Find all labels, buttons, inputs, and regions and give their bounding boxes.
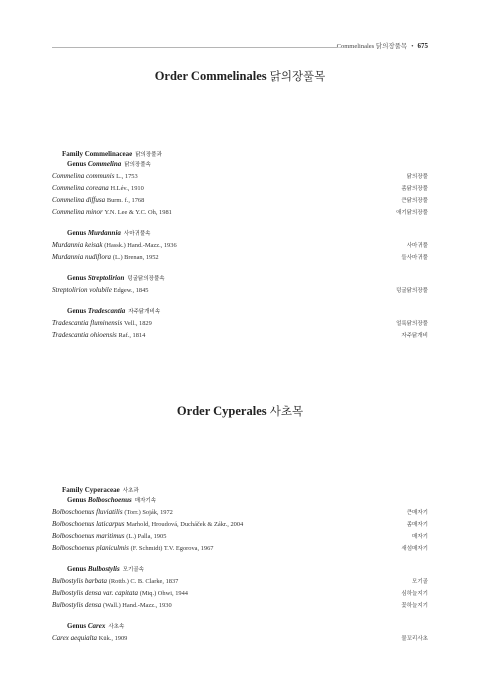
author-citation: (Rottb.) C. B. Clarke, 1837 [108,578,179,585]
species-name [52,577,178,585]
genus-heading [67,229,150,237]
genus-name: Streptolirion [87,274,125,282]
species-row [52,319,428,330]
genus-korean: 자주닭개비속 [128,309,161,315]
scientific-name: Bolboschoenus planiculmis [52,544,129,552]
species-name [52,172,138,180]
author-citation: Vell., 1829 [123,320,152,327]
genus-prefix: Genus [67,496,87,504]
species-row [52,184,428,195]
header-rule [52,47,337,48]
genus-heading [67,307,160,315]
species-name [52,544,213,552]
family-name: Family Commelinaceae [62,150,133,158]
korean-name: 사마귀풀 [406,243,428,249]
species-row [52,634,428,645]
family-heading [62,150,162,158]
korean-name: 닭의장풀 [406,174,428,180]
bullet-separator: • [411,43,414,50]
species-name [52,331,145,339]
order-name: Order Cyperales [176,404,267,418]
author-citation: L., 1753 [116,173,138,180]
scientific-name: Murdannia keisak [52,241,103,249]
species-row [52,331,428,342]
korean-name: 매자기 [412,534,428,540]
author-citation: (L.) Palla, 1905 [126,533,167,540]
genus-heading [67,565,144,573]
species-row [52,520,428,531]
species-name [52,253,159,261]
genus-korean: 사마귀풀속 [123,231,151,237]
scientific-name: Tradescantia fluminensis [52,319,123,327]
species-row [52,253,428,264]
author-citation: Burm. f., 1768 [106,197,145,204]
species-row [52,196,428,207]
author-citation: (Wall.) Hand.-Mazz., 1930 [102,602,172,609]
genus-prefix: Genus [67,229,87,237]
scientific-name: Carex aequialta [52,634,98,642]
infraspecific-rank: var. capitata [102,589,138,597]
species-row [52,172,428,183]
korean-name: 좀매자기 [406,522,428,528]
scientific-name: Bulbostylis densa [52,589,102,597]
author-citation: (Torr.) Soják, 1972 [124,509,173,516]
family-korean: 사초과 [122,488,139,494]
species-name [52,589,188,597]
genus-korean: 매자기속 [134,498,157,504]
scientific-name: Streptolirion volubile [52,286,112,294]
scientific-name: Commelina coreana [52,184,109,192]
species-name [52,208,172,216]
order-korean: 사초목 [269,404,304,418]
korean-name: 물꼬리사초 [401,636,428,642]
scientific-name: Commelina diffusa [52,196,106,204]
scientific-name: Commelina communis [52,172,115,180]
author-citation: Marhold, Hroudová, Ducháček & Zákr., 2004 [126,521,244,528]
species-row [52,286,428,297]
korean-name: 모기골 [412,579,428,585]
genus-korean: 사초속 [108,624,125,630]
species-row [52,544,428,555]
species-name [52,601,172,609]
genus-name: Bulbostylis [87,565,120,573]
genus-korean: 닭의장풀속 [124,162,151,168]
scientific-name: Murdannia nudiflora [52,253,112,261]
author-citation: (Miq.) Ohwi, 1944 [139,590,188,597]
scientific-name: Bolboschoenus maritimus [52,532,125,540]
korean-name: 들사마귀풀 [401,255,428,261]
scientific-name: Bulbostylis barbata [52,577,108,585]
species-row [52,532,428,543]
species-name [52,508,173,516]
family-korean: 닭의장풀과 [135,152,162,158]
author-citation: (Hassk.) Hand.-Mazz., 1936 [104,242,177,249]
scientific-name: Bolboschoenus laticarpus [52,520,125,528]
genus-name: Carex [87,622,106,630]
page-number: 675 [417,42,428,50]
order-title [0,403,480,419]
order-korean: 닭의장풀목 [269,69,326,83]
running-head [337,41,428,50]
author-citation: Edgew., 1845 [113,287,149,294]
korean-name: 애기닭의장풀 [396,210,428,216]
scientific-name: Commelina minor [52,208,103,216]
korean-name: 덩굴닭의장풀 [396,288,428,294]
order-name: Order Commelinales [154,69,267,83]
genus-korean: 모기골속 [122,567,144,573]
genus-name: Commelina [87,160,122,168]
korean-name: 자주닭개비 [401,333,428,339]
species-name [52,241,177,249]
family-name: Family Cyperaceae [62,486,120,494]
family-heading [62,486,139,494]
author-citation: H.Lév., 1910 [110,185,144,192]
genus-name: Murdannia [87,229,121,237]
genus-heading [67,160,151,168]
species-name [52,532,166,540]
genus-heading [67,274,165,282]
genus-prefix: Genus [67,307,87,315]
order-title [0,68,480,84]
species-name [52,286,148,294]
genus-name: Bolboschoenus [87,496,132,504]
korean-name: 좀닭의장풀 [401,186,428,192]
author-citation: (F. Schmidt) T.V. Egorova, 1967 [130,545,214,552]
species-row [52,508,428,519]
genus-korean: 덩굴닭의장풀속 [127,276,165,282]
species-name [52,520,243,528]
genus-heading [67,496,156,504]
genus-prefix: Genus [67,565,87,573]
korean-name: 얼룩닭의장풀 [396,321,428,327]
genus-prefix: Genus [67,160,87,168]
author-citation: Raf., 1814 [118,332,146,339]
species-row [52,589,428,600]
korean-name: 큰매자기 [406,510,428,516]
species-row [52,241,428,252]
species-row [52,577,428,588]
genus-prefix: Genus [67,274,87,282]
running-title: Commelinales 닭의장풀목 [336,43,408,50]
species-name [52,319,152,327]
korean-name: 큰닭의장풀 [401,198,428,204]
genus-heading [67,622,124,630]
author-citation: Y.N. Lee & Y.C. Oh, 1981 [104,209,172,216]
species-row [52,601,428,612]
species-name [52,196,144,204]
scientific-name: Tradescantia ohioensis [52,331,117,339]
species-name [52,634,127,642]
korean-name: 꽃하늘지기 [401,603,428,609]
korean-name: 새섬매자기 [401,546,428,552]
scientific-name: Bulbostylis densa [52,601,102,609]
species-row [52,208,428,219]
genus-name: Tradescantia [87,307,126,315]
author-citation: Kük., 1909 [98,635,128,642]
species-name [52,184,144,192]
author-citation: (L.) Brenan, 1952 [112,254,159,261]
genus-prefix: Genus [67,622,87,630]
scientific-name: Bolboschoenus fluviatilis [52,508,123,516]
korean-name: 심하늘지기 [401,591,428,597]
